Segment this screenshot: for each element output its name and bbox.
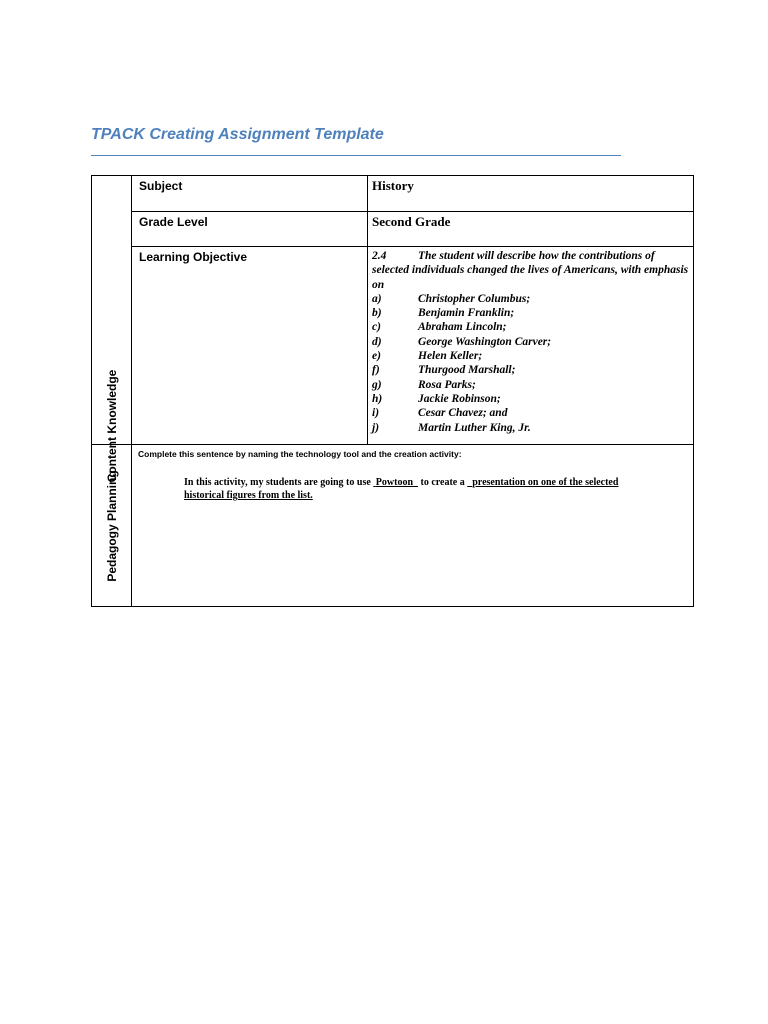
list-letter: d) [372,335,382,348]
objective-row [92,247,694,445]
grade-label: Grade Level [132,212,368,247]
list-item [372,320,689,334]
grade-value: Second Grade [368,212,694,247]
list-text: Christopher Columbus; [418,292,531,305]
list-item [372,292,689,306]
assignment-table [91,175,694,607]
subject-label: Subject [132,176,368,212]
creation-activity: presentation on one of the selected historical figures from the list. [184,477,619,501]
list-text: Thurgood Marshall; [418,364,516,377]
list-letter: c) [372,321,381,334]
list-letter: b) [372,307,382,320]
pedagogy-planning-section [92,445,132,607]
document-title: TPACK Creating Assignment Template [91,126,384,143]
content-knowledge-section [92,176,132,483]
subject-row [92,176,694,212]
objective-intro-text: The student will describe how the contributions of selected individuals changed the lives of Americans, with emphasis on [372,250,689,291]
objective-text [368,247,694,445]
grade-row [92,212,694,247]
content-knowledge-label: Content Knowledge [104,369,119,483]
pedagogy-row [92,445,694,607]
list-letter: i) [372,407,380,420]
list-letter: j) [372,421,380,434]
technology-tool: Powtoon [375,477,414,488]
list-item [372,349,689,363]
pedagogy-prompt: Complete this sentence by naming the technology tool and the creation activity: [138,449,462,459]
list-item [372,363,689,377]
sentence-start: In this activity, my students are going to use [184,477,374,488]
list-letter: a) [372,292,382,305]
list-item [372,421,689,435]
list-item [372,335,689,349]
objective-label: Learning Objective [132,247,368,445]
list-item [372,406,689,420]
list-letter: f) [372,364,380,377]
list-letter: g) [372,378,382,391]
list-text: Benjamin Franklin; [418,307,515,320]
list-text: Cesar Chavez; and [418,407,508,420]
list-text: Abraham Lincoln; [418,321,507,334]
list-text: Rosa Parks; [418,378,476,391]
list-item [372,378,689,392]
list-text: Martin Luther King, Jr. [418,421,531,434]
list-item [372,392,689,406]
activity-sentence [184,476,634,502]
list-letter: e) [372,350,381,363]
list-text: George Washington Carver; [418,335,552,348]
list-text: Jackie Robinson; [418,392,501,405]
sentence-mid: to create a [420,477,468,488]
list-letter: h) [372,392,383,405]
technology-tool-blank [373,477,418,488]
pedagogy-planning-label: Pedagogy Planning [104,469,119,582]
pedagogy-cell [132,445,694,607]
objective-list [372,292,689,435]
title-underline [91,155,621,156]
objective-intro [372,249,689,292]
subject-value: History [368,176,694,212]
list-text: Helen Keller; [418,350,483,363]
objective-code: 2.4 [372,250,387,262]
list-item [372,306,689,320]
